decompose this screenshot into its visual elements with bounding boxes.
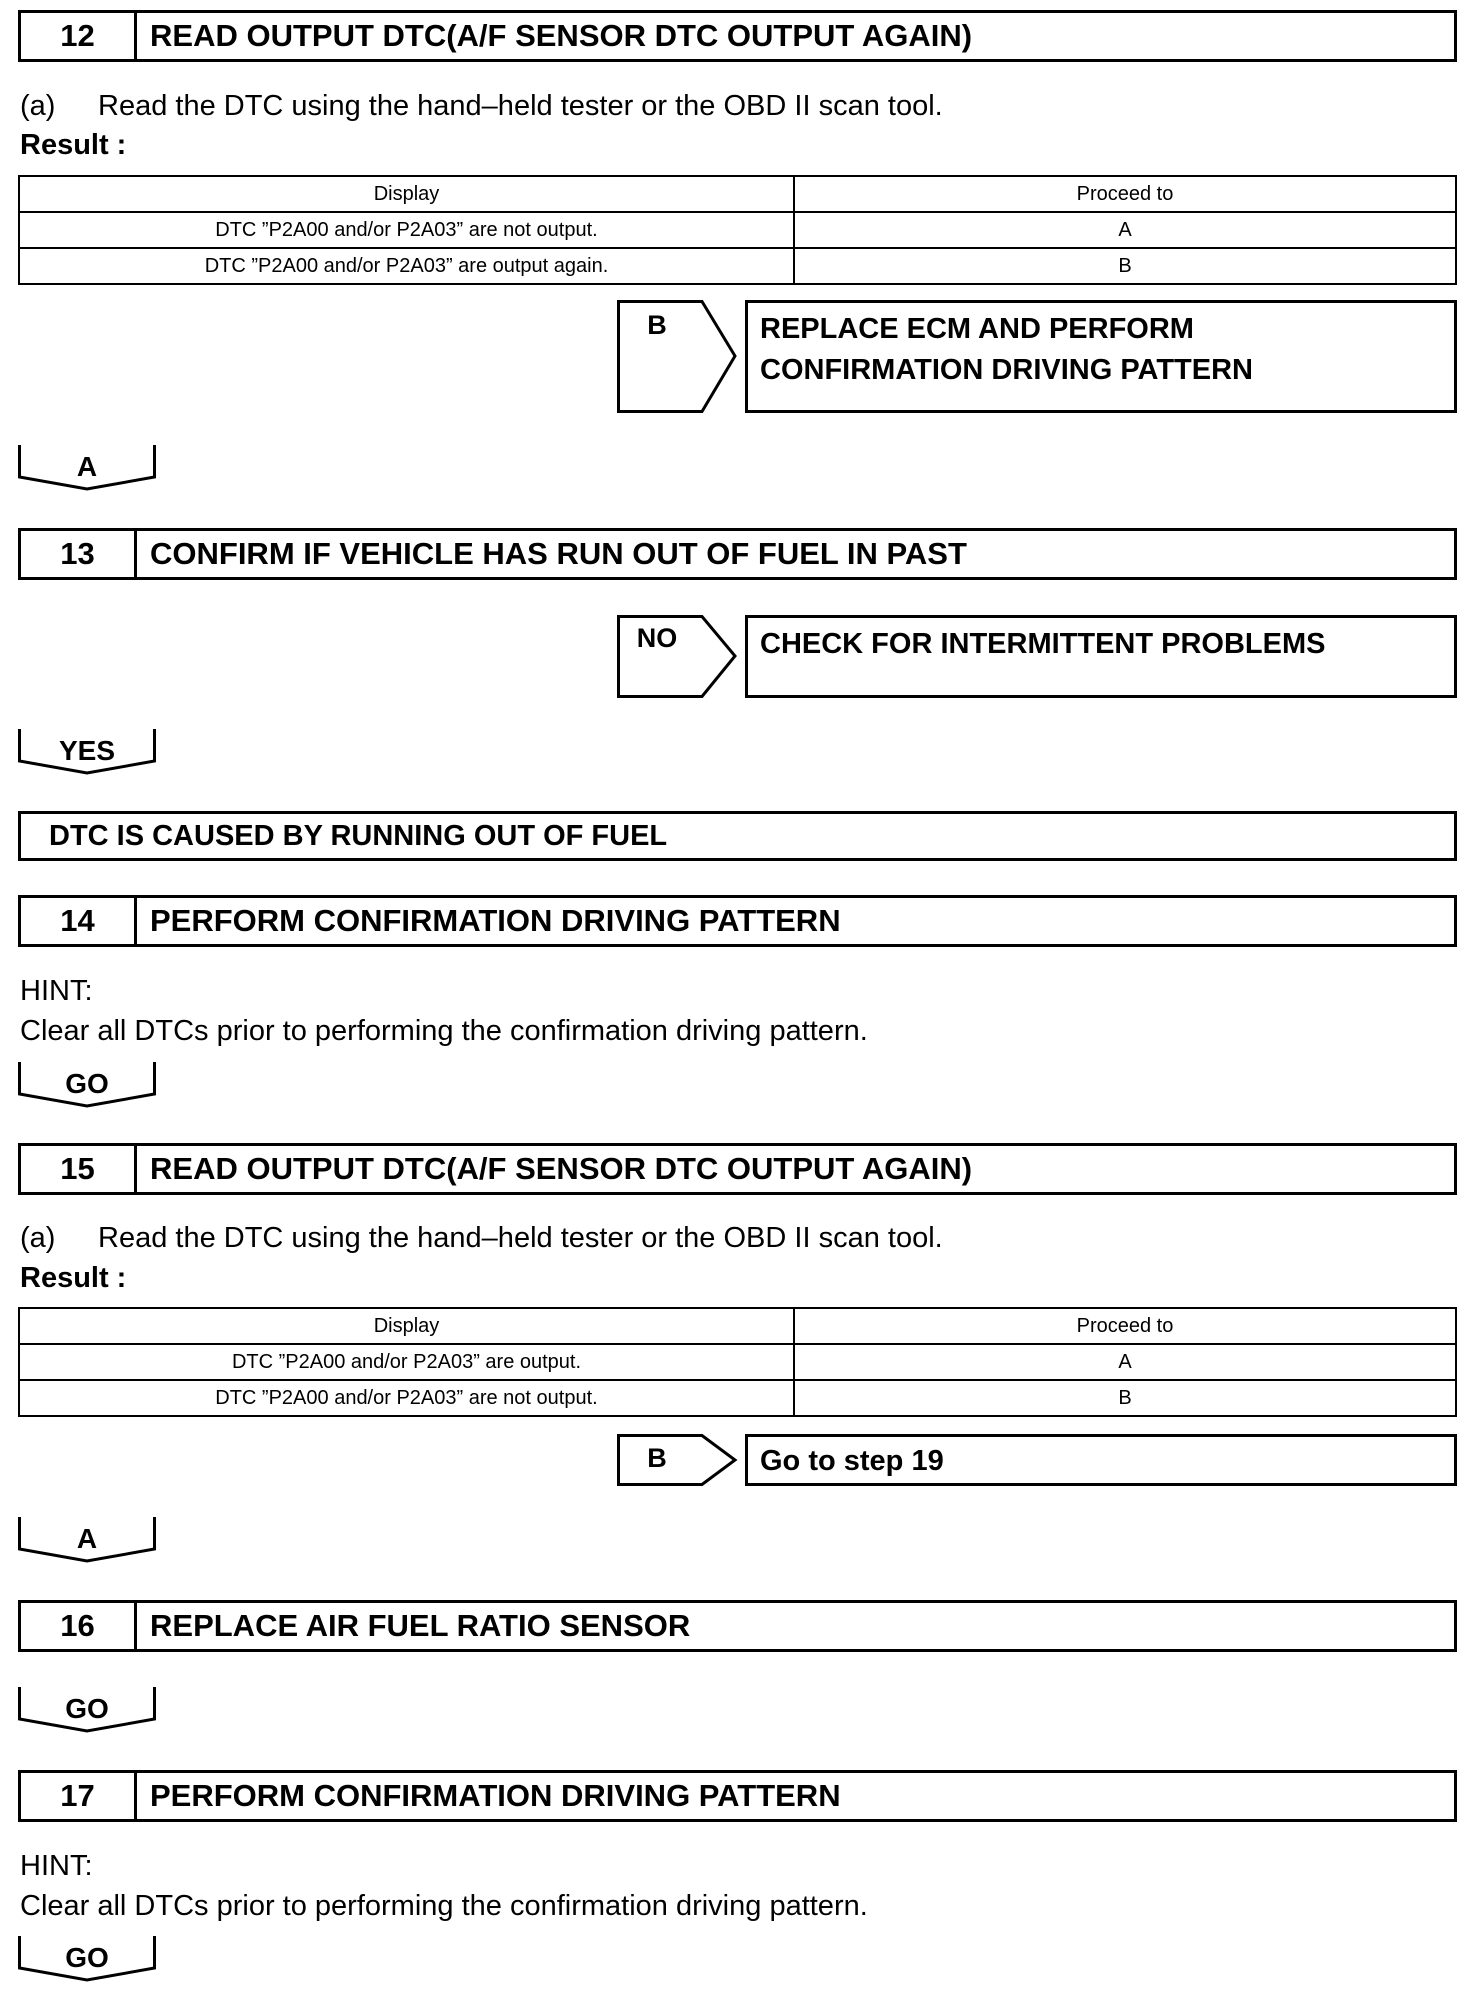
instruction-label: (a) — [20, 1222, 56, 1254]
step-number: 14 — [21, 898, 137, 944]
table-cell: DTC ”P2A00 and/or P2A03” are output. — [19, 1344, 794, 1380]
hint-label: HINT: — [20, 1850, 93, 1882]
branch-result-box — [745, 615, 1457, 698]
continue-tag-yes — [18, 729, 156, 775]
result-label: Result : — [20, 129, 127, 161]
table-cell: DTC ”P2A00 and/or P2A03” are not output. — [19, 212, 794, 248]
step-number: 16 — [21, 1603, 137, 1649]
step-title: READ OUTPUT DTC(A/F SENSOR DTC OUTPUT AGAIN) — [150, 1151, 973, 1186]
step-13-header — [18, 528, 1457, 580]
tag-label: A — [76, 1523, 98, 1554]
table-header-row — [19, 1308, 1456, 1344]
step-title: CONFIRM IF VEHICLE HAS RUN OUT OF FUEL IN PAST — [150, 536, 967, 571]
instruction-label: (a) — [20, 90, 56, 122]
table-row — [19, 1344, 1456, 1380]
step-number: 15 — [21, 1146, 137, 1192]
branch-result-line: CONFIRMATION DRIVING PATTERN — [760, 354, 1253, 386]
continue-tag-a — [18, 445, 156, 491]
branch-arrow-no — [617, 615, 737, 698]
continue-tag-a — [18, 1517, 156, 1563]
table-header: Display — [19, 176, 794, 212]
table-cell: DTC ”P2A00 and/or P2A03” are output again. — [19, 248, 794, 284]
tag-label: A — [76, 451, 98, 482]
step-number: 17 — [21, 1773, 137, 1819]
result-label: Result : — [20, 1262, 127, 1294]
branch-result-line: Go to step 19 — [760, 1445, 944, 1477]
result-table — [18, 1307, 1457, 1417]
step-15-header — [18, 1143, 1457, 1195]
branch-result-box — [745, 1434, 1457, 1486]
tag-label: GO — [65, 1068, 109, 1099]
step-title: READ OUTPUT DTC(A/F SENSOR DTC OUTPUT AGAIN) — [150, 18, 973, 53]
table-row — [19, 212, 1456, 248]
instruction-text: Read the DTC using the hand–held tester or the OBD II scan tool. — [98, 1222, 943, 1254]
continue-tag-go — [18, 1936, 156, 1982]
branch-label: B — [647, 1443, 667, 1473]
branch-label: NO — [636, 623, 678, 653]
table-cell: B — [794, 1380, 1456, 1416]
branch-result-box — [745, 300, 1457, 413]
table-row — [19, 1380, 1456, 1416]
table-cell: B — [794, 248, 1456, 284]
instruction — [20, 1222, 943, 1255]
continue-tag-go — [18, 1687, 156, 1733]
step-title: PERFORM CONFIRMATION DRIVING PATTERN — [150, 1778, 841, 1813]
branch-arrow-b — [617, 1434, 737, 1486]
step-number: 12 — [21, 13, 137, 59]
table-header: Proceed to — [794, 1308, 1456, 1344]
branch-label: B — [647, 310, 667, 340]
hint-text: Clear all DTCs prior to performing the confirmation driving pattern. — [20, 1015, 868, 1047]
table-cell: A — [794, 212, 1456, 248]
step-14-header — [18, 895, 1457, 947]
hint-label: HINT: — [20, 975, 93, 1007]
branch-arrow-b — [617, 300, 737, 413]
tag-label: GO — [65, 1693, 109, 1724]
step-16-header — [18, 1600, 1457, 1652]
instruction-text: Read the DTC using the hand–held tester or the OBD II scan tool. — [98, 90, 943, 122]
table-row — [19, 248, 1456, 284]
branch-result-line: REPLACE ECM AND PERFORM — [760, 313, 1194, 345]
step-title: REPLACE AIR FUEL RATIO SENSOR — [150, 1608, 691, 1643]
table-header-row — [19, 176, 1456, 212]
continue-tag-go — [18, 1062, 156, 1108]
table-cell: A — [794, 1344, 1456, 1380]
instruction — [20, 90, 943, 123]
tag-label: GO — [65, 1942, 109, 1973]
step-12-header — [18, 10, 1457, 62]
table-cell: DTC ”P2A00 and/or P2A03” are not output. — [19, 1380, 794, 1416]
table-header: Display — [19, 1308, 794, 1344]
branch-result-line: CHECK FOR INTERMITTENT PROBLEMS — [760, 628, 1326, 660]
step-number: 13 — [21, 531, 137, 577]
step-17-header — [18, 1770, 1457, 1822]
table-header: Proceed to — [794, 176, 1456, 212]
tag-label: YES — [58, 735, 116, 766]
conclusion-box: DTC IS CAUSED BY RUNNING OUT OF FUEL — [18, 811, 1457, 861]
step-title: PERFORM CONFIRMATION DRIVING PATTERN — [150, 903, 841, 938]
result-table — [18, 175, 1457, 285]
hint-text: Clear all DTCs prior to performing the confirmation driving pattern. — [20, 1890, 868, 1922]
